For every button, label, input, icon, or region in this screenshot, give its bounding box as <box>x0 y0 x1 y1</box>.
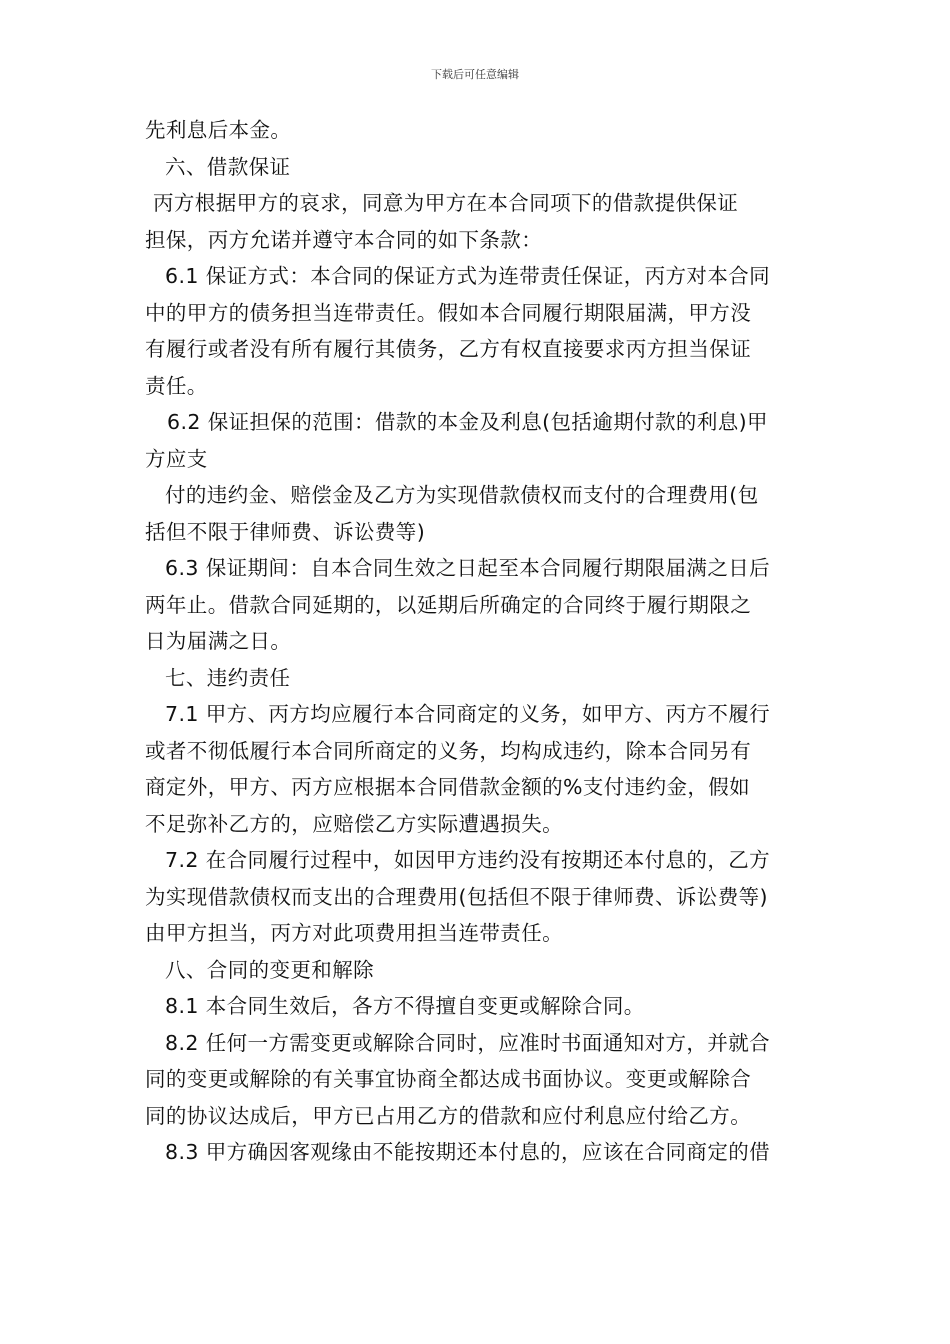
text-line: 八、合同的变更和解除 <box>165 957 374 982</box>
text-line: 同的协议达成后，甲方已占用乙方的借款和应付利息应付给乙方。 <box>145 1103 752 1128</box>
text-line: 两年止。借款合同延期的，以延期后所确定的合同终于履行期限之 <box>145 592 752 617</box>
text-line: 责任。 <box>145 373 208 398</box>
document-body <box>145 112 810 1171</box>
text-line: 七、违约责任 <box>165 665 291 690</box>
text-line: 先利息后本金。 <box>145 118 292 142</box>
text-line: 担保，丙方允诺并遵守本合同的如下条款： <box>145 227 543 252</box>
text-line: 同的变更或解除的有关事宜协商全都达成书面协议。变更或解除合 <box>145 1067 752 1091</box>
text-line: 7.2 在合同履行过程中，如因甲方违约没有按期还本付息的，乙方 <box>165 848 771 872</box>
text-line: 六、借款保证 <box>165 154 291 179</box>
text-line: 为实现借款债权而支出的合理费用(包括但不限于律师费、诉讼费等) <box>145 884 768 909</box>
text-line: 方应支 <box>145 446 208 471</box>
text-line: 8.2 任何一方需变更或解除合同时，应准时书面通知对方，并就合 <box>165 1030 771 1055</box>
text-line: 6.2 保证担保的范围：借款的本金及利息(包括逾期付款的利息)甲 <box>167 410 768 434</box>
text-line: 8.3 甲方确因客观缘由不能按期还本付息的，应该在合同商定的借 <box>165 1140 771 1164</box>
text-line: 商定外，甲方、丙方应根据本合同借款金额的%支付违约金，假如 <box>145 775 751 799</box>
text-line: 付的违约金、赔偿金及乙方为实现借款债权而支付的合理费用(包 <box>165 483 759 507</box>
text-line: 丙方根据甲方的哀求，同意为甲方在本合同项下的借款提供保证 <box>153 191 739 215</box>
text-line: 6.1 保证方式：本合同的保证方式为连带责任保证，丙方对本合同 <box>165 264 771 288</box>
text-line: 由甲方担当，丙方对此项费用担当连带责任。 <box>145 921 563 945</box>
text-line: 不足弥补乙方的，应赔偿乙方实际遭遇损失。 <box>145 811 563 836</box>
text-line: 或者不彻低履行本合同所商定的义务，均构成违约，除本合同另有 <box>145 738 752 763</box>
text-line: 7.1 甲方、丙方均应履行本合同商定的义务，如甲方、丙方不履行 <box>165 702 771 726</box>
text-line: 中的甲方的债务担当连带责任。假如本合同履行期限届满，甲方没 <box>145 300 752 325</box>
text-line: 日为届满之日。 <box>145 629 292 653</box>
text-line: 8.1 本合同生效后，各方不得擅自变更或解除合同。 <box>165 994 645 1018</box>
text-line: 括但不限于律师费、诉讼费等) <box>145 519 426 544</box>
text-line: 6.3 保证期间：自本合同生效之日起至本合同履行期限届满之日后 <box>165 556 771 580</box>
page-header: 下载后可任意编辑 <box>431 68 519 81</box>
text-line: 有履行或者没有所有履行其债务，乙方有权直接要求丙方担当保证 <box>145 337 752 361</box>
